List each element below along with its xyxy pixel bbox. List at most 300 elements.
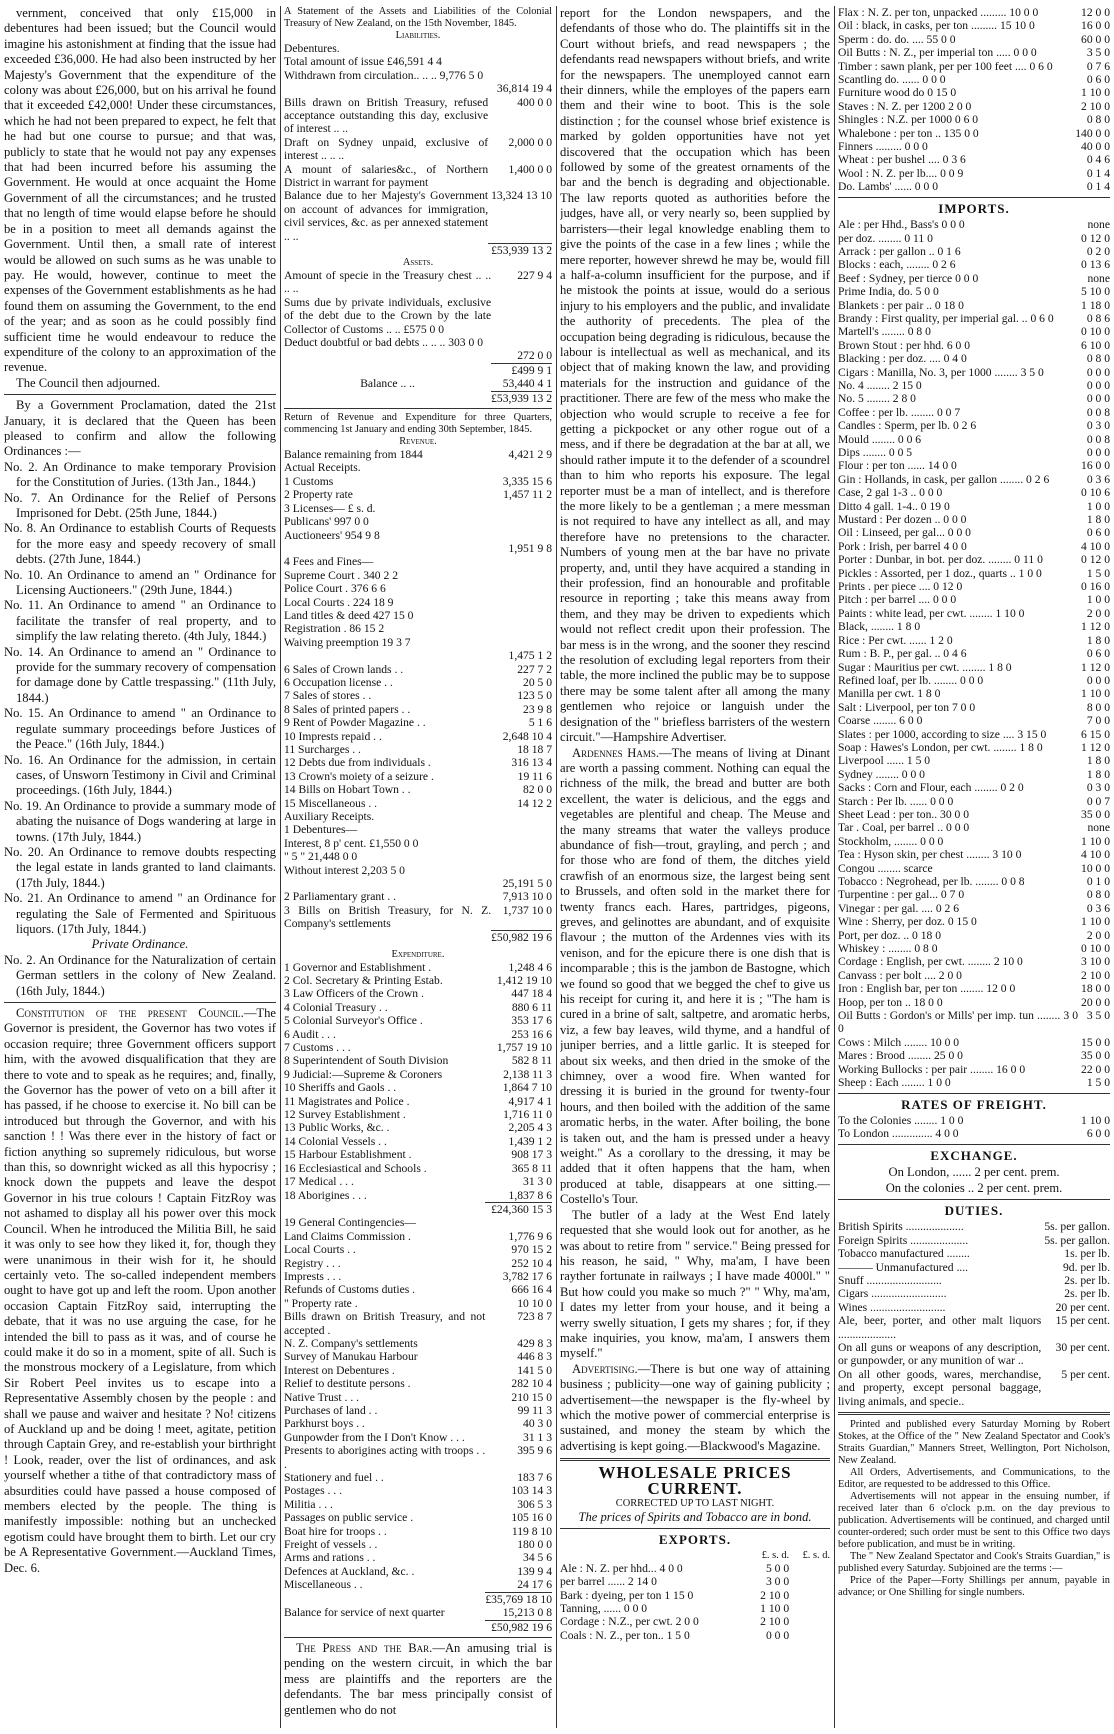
expenditure-row-label: 10 Sheriffs and Gaols . .	[284, 1081, 397, 1095]
private-ordinance: No. 2. An Ordinance for the Naturalization of certain German settlers in the colony of New Zealand. (16th July, 1844.)	[4, 952, 276, 998]
contingency-row-label: Bills drawn on British Treasury, and not accepted .	[284, 1310, 486, 1337]
revenue-row-value	[491, 609, 552, 622]
ordinance-item: No. 2. An Ordinance to make temporary Provision for the Constitution of Juries. (13th Jan., 1844.)	[4, 459, 276, 490]
liability-row-label: A mount of salaries&c., of Northern District in warrant for payment	[284, 162, 489, 190]
revenue-row-label: 2 Property rate	[284, 488, 353, 502]
contingency-row-label: 19 General Contingencies—	[284, 1216, 417, 1230]
private-ordinance-heading: Private Ordinance.	[91, 937, 189, 952]
export-row	[838, 140, 1110, 153]
revenue-row	[284, 555, 552, 568]
import-row-to: 0 12 0	[1081, 553, 1110, 567]
import-row	[838, 285, 1110, 298]
revenue-row-label: Land titles & deed 427 15 0	[284, 608, 414, 622]
imprint-line: The " New Zealand Spectator and Cook's Straits Guardian," is published every Saturday. Subjoined are the terms :—	[838, 1551, 1110, 1575]
divider	[284, 1637, 552, 1638]
revenue-row-value: 4,421 2 9	[508, 448, 552, 462]
import-row	[838, 701, 1110, 714]
liabilities-table	[284, 42, 552, 257]
expenditure-row-label: 2 Col. Secretary & Printing Estab.	[284, 974, 443, 987]
export-row-label: Oil Butts : N. Z., per imperial ton ..... 0 0 0	[838, 46, 1037, 60]
import-row-to: 22 0 0	[1081, 1062, 1110, 1076]
revenue-row-label: Registration . 86 15 2	[284, 622, 385, 636]
revenue-row-label: 10 Imprests repaid . .	[284, 729, 382, 743]
asset-row	[284, 269, 552, 296]
import-row-to: 4 10 0	[1081, 539, 1110, 553]
expenditure-row-value: 365 8 11	[511, 1161, 552, 1175]
export-row-label: Flax : N. Z. per ton, unpacked ......... 10 0 0	[838, 6, 1039, 19]
revenue-row	[284, 582, 552, 595]
expenditure-table	[284, 961, 552, 1634]
import-row	[838, 915, 1110, 928]
expenditure-row-label: 6 Audit . . .	[284, 1027, 336, 1041]
revenue-row-value	[491, 596, 552, 609]
import-row-label: Arrack : per gallon .. 0 1 6	[838, 244, 961, 258]
contingency-row-value: 24 17 6	[517, 1578, 552, 1592]
duty-row-value: 5s. per gallon.	[1044, 1220, 1110, 1234]
asset-row	[284, 296, 552, 336]
import-row-to: 6 10 0	[1081, 338, 1110, 352]
import-row-label: Whiskey : ........ 0 8 0	[838, 942, 938, 956]
assets-total: £53,939 13 2	[491, 391, 552, 405]
freight-row-to: 6 0 0	[1086, 1127, 1110, 1141]
contingency-row	[284, 1431, 552, 1444]
revenue-row-value: 18 18 7	[517, 743, 552, 756]
import-row	[838, 795, 1110, 808]
contingency-row	[284, 1297, 552, 1310]
expenditure-row-label: 8 Superintendent of South Division	[284, 1054, 449, 1068]
contingency-row	[284, 1337, 552, 1350]
contingency-row-label: Native Trust . . .	[284, 1390, 360, 1404]
liability-row-value: 1,400 0 0	[508, 162, 552, 176]
asset-row-value: 227 9 4	[517, 269, 552, 282]
duty-group-row-label: Ale, beer, porter, and other malt liquors ....................	[838, 1314, 1042, 1341]
expenditure-row-label: 1 Governor and Establishment .	[284, 960, 432, 974]
expenditure-row-value: 582 8 11	[511, 1054, 552, 1068]
export-row	[838, 127, 1110, 140]
freight-row	[838, 1114, 1110, 1127]
revenue-row-value: 1,737 10 0	[502, 903, 552, 917]
export-row	[838, 6, 1110, 19]
press-text: —An amusing trial is pending on the western circuit, in which the bar mess are plaintiffs and the reporters are the defendants. The bar mess principally consist of gentlemen who do not	[284, 1640, 552, 1717]
import-row	[838, 299, 1110, 312]
import-row-to: 6 15 0	[1081, 727, 1110, 741]
revenue-row-value	[491, 502, 552, 515]
revenue-row-label: Police Court . 376 6 6	[284, 582, 386, 596]
export-row-to: 5 0 0	[765, 1561, 790, 1575]
import-row	[838, 379, 1110, 392]
expenditure-row-value: 4,917 4 1	[508, 1094, 552, 1108]
contingency-row	[284, 1283, 552, 1296]
constitution-paragraph	[4, 1006, 276, 1576]
expenditure-row-value: 1,439 1 2	[508, 1134, 552, 1148]
import-row-to: 2 10 0	[1081, 968, 1110, 982]
import-row-label: Sheep : Each ........ 1 0 0	[838, 1076, 951, 1090]
import-row-label: Stockholm, ........ 0 0 0	[838, 834, 944, 848]
liability-row-label: Withdrawn from circulation.. .. .. 9,776 5 0	[284, 68, 484, 82]
contingency-row-label: Gunpowder from the I Don't Know . . .	[284, 1430, 465, 1444]
import-row-to: 1 10 0	[1081, 915, 1110, 929]
contingency-row-label: Local Courts . .	[284, 1243, 356, 1257]
export-row-label: Wheat : per bushel .... 0 3 6	[838, 153, 966, 167]
import-row	[838, 848, 1110, 861]
revenue-row-value: 1,457 11 2	[503, 488, 552, 502]
export-row-to: 140 0 0	[1075, 126, 1110, 140]
import-row-label: Dips ........ 0 0 5	[838, 446, 913, 459]
revenue-row	[284, 475, 552, 488]
export-row-label: Furniture wood do 0 15 0	[838, 86, 957, 100]
liability-row	[284, 82, 552, 95]
import-row	[838, 218, 1110, 231]
import-row-to: 1 18 0	[1081, 298, 1110, 312]
ordinance-item: No. 7. An Ordinance for the Relief of Persons Imprisoned for Debt. (25th June, 1844.)	[4, 490, 276, 520]
import-row-label: Black, ........ 1 8 0	[838, 620, 921, 634]
contingency-row	[284, 1511, 552, 1524]
import-row	[838, 1076, 1110, 1089]
import-row	[838, 312, 1110, 325]
revenue-row-value	[491, 823, 552, 836]
contingency-row	[284, 1350, 552, 1363]
revenue-row-value: 3,335 15 6	[502, 474, 552, 488]
import-row-label: Rum : B. P., per gal. .. 0 4 6	[838, 647, 967, 661]
duty-row-value: 2s. per lb.	[1064, 1287, 1110, 1301]
expenditure-row-value: 2,205 4 3	[508, 1121, 552, 1135]
import-row-to: 0 13 6	[1081, 258, 1110, 272]
import-row-to: 1 12 0	[1081, 620, 1110, 634]
import-row	[838, 1063, 1110, 1076]
contingency-row-value: 970 15 2	[511, 1243, 552, 1257]
revenue-row	[284, 770, 552, 783]
import-row	[838, 553, 1110, 566]
import-row	[838, 781, 1110, 794]
column-1	[4, 6, 276, 1732]
import-row-to: 1 5 0	[1086, 1076, 1110, 1090]
import-row	[838, 1049, 1110, 1062]
revenue-row	[284, 864, 552, 877]
revenue-row-label: Actual Receipts.	[284, 461, 361, 475]
expenditure-row-value: 1,412 19 10	[496, 974, 552, 987]
contingency-row	[284, 1444, 552, 1471]
export-row	[838, 73, 1110, 86]
expenditure-row-value: 31 3 0	[523, 1175, 552, 1189]
wholesale-note: The prices of Spirits and Tobacco are in bond.	[578, 1510, 812, 1524]
export-row	[560, 1629, 830, 1642]
export-row-to: 0 6 0	[1086, 73, 1110, 87]
contingency-row-label: Registry . . .	[284, 1256, 341, 1270]
export-row-label: Wool : N. Z. per lb.... 0 0 9	[838, 166, 964, 180]
liability-row-label: Balance due to her Majesty's Government on account of advances for immigration, civil services, &c. as per annexed statement .. ..	[284, 189, 489, 243]
revenue-row-value: 227 7 2	[517, 662, 552, 676]
revenue-row-value	[491, 555, 552, 568]
revenue-row	[284, 502, 552, 515]
import-row-label: Pitch : per barrel .... 0 0 0	[838, 593, 957, 607]
divider	[4, 1002, 276, 1003]
contingency-row	[284, 1216, 552, 1229]
revenue-row	[284, 703, 552, 716]
advertising-text: —There is but one way of attaining business ; publicity—one way of gaining publicity ; advertisement—the newspaper is the fly-wheel by which the motive power of commercial enterprise is sustained, and money the steam by which the advertising is kept going.—Blackwood's Magazine.	[560, 1361, 830, 1453]
advertising-paragraph	[560, 1362, 830, 1454]
contingency-row	[284, 1270, 552, 1283]
revenue-row-label: Auxiliary Receipts.	[284, 810, 375, 824]
revenue-row	[284, 676, 552, 689]
import-row-label: Blankets : per pair .. 0 18 0	[838, 298, 964, 312]
import-row	[838, 232, 1110, 245]
import-row	[838, 687, 1110, 700]
opening-paragraphs	[4, 6, 276, 391]
import-row	[838, 580, 1110, 593]
export-row-label: Staves : N. Z. per 1200 2 0 0	[838, 99, 972, 113]
import-row-label: Brandy : First quality, per imperial gal. .. 0 6 0	[838, 311, 1054, 325]
imprint-line: Price of the Paper—Forty Shillings per annum, payable in advance; or One Shilling for single numbers.	[838, 1575, 1110, 1599]
import-row	[838, 728, 1110, 741]
freight-row-to: 1 10 0	[1081, 1113, 1110, 1127]
duty-group-row-value: 15 per cent.	[1055, 1314, 1110, 1328]
import-row-to: 0 0 8	[1086, 432, 1110, 446]
contingency-row-value: 34 5 6	[523, 1551, 552, 1565]
import-row-to: 0 0 0	[1086, 392, 1110, 406]
expenditure-row	[284, 1041, 552, 1054]
export-row-to: 0 8 0	[1086, 113, 1110, 127]
liability-row-label: Bills drawn on British Treasury, refused acceptance outstanding this day, exclusive of interest .. ..	[284, 95, 489, 136]
import-row-to: 1 8 0	[1086, 633, 1110, 647]
revenue-row-label: 3 Licenses— £ s. d.	[284, 501, 376, 515]
import-row	[838, 446, 1110, 459]
duty-group-row-label: On all other goods, wares, merchandise, and property, except personal baggage, living animals, and specie..	[838, 1367, 1042, 1408]
import-row-to: 1 10 0	[1081, 834, 1110, 848]
expenditure-row-label: 16 Ecclesiastical and Schools .	[284, 1161, 427, 1175]
contingency-row-label: Passages on public service .	[284, 1511, 414, 1525]
expenditure-row-value: 253 16 6	[511, 1027, 552, 1041]
export-row	[838, 180, 1110, 193]
ordinance-item: No. 15. An Ordinance to amend " an Ordinance to regulate summary proceedings before Justices of the Peace." (16th July, 1844.)	[4, 706, 276, 752]
contingency-row-value: 666 16 4	[511, 1283, 552, 1297]
revenue-row-value: 14 12 2	[517, 796, 552, 810]
import-row	[838, 741, 1110, 754]
export-row-to: 1 10 0	[1081, 86, 1110, 100]
import-row-label: Cows : Milch ........ 10 0 0	[838, 1035, 960, 1049]
expenditure-row-label: 15 Harbour Establishment .	[284, 1148, 412, 1162]
revenue-row	[284, 515, 552, 528]
expenditure-row-label: 13 Public Works, &c. .	[284, 1121, 390, 1135]
revenue-row-label: Without interest 2,203 5 0	[284, 863, 405, 877]
contingency-row-value: 183 7 6	[517, 1471, 552, 1485]
contingency-row-label: Militia . . .	[284, 1497, 333, 1511]
import-row-to: 0 10 6	[1081, 486, 1110, 500]
constitution-heading: Constitution of the present Council.	[16, 1006, 244, 1020]
import-row-label: Brown Stout : per hhd. 6 0 0	[838, 338, 971, 352]
balance-value: 53,440 4 1	[502, 377, 552, 391]
freight-row	[838, 1127, 1110, 1140]
import-row	[838, 768, 1110, 781]
ordinance-list	[4, 460, 276, 938]
import-row-to: 0 0 0	[1086, 378, 1110, 392]
import-row	[838, 419, 1110, 432]
contingency-row-label: Presents to aborigines acting with troops . . .	[284, 1444, 486, 1471]
exchange-heading: EXCHANGE.	[930, 1147, 1018, 1163]
revenue-row	[284, 542, 552, 555]
revenue-row-label: 7 Sales of stores . .	[284, 689, 372, 703]
import-row-to: 1 0 0	[1086, 593, 1110, 607]
contingency-row-label: Interest on Debentures .	[284, 1363, 395, 1377]
revenue-row-value	[491, 636, 552, 649]
expenditure-row	[284, 1175, 552, 1188]
import-row-label: Congou ........ scarce	[838, 861, 933, 875]
imprint-line: Printed and published every Saturday Morning by Robert Stokes, at the Office of the " New Zealand Spectator and Cook's Straits Guardian," Manners Street, Wellington, Port Nicholson, New Zealand.	[838, 1419, 1110, 1467]
import-row-label: Case, 2 gal 1-3 .. 0 0 0	[838, 486, 943, 500]
export-row-to: 40 0 0	[1081, 140, 1110, 154]
contingency-row-label: Purchases of land . .	[284, 1404, 378, 1417]
liabilities-total: £53,939 13 2	[488, 243, 552, 257]
asset-row-label	[284, 349, 491, 363]
duties-heading: DUTIES.	[944, 1202, 1004, 1218]
import-row	[838, 459, 1110, 472]
revenue-row-value	[491, 810, 552, 823]
contingency-row-value: 395 9 6	[517, 1444, 552, 1458]
liability-row	[284, 69, 552, 82]
duty-row	[838, 1301, 1110, 1314]
contingency-row-label: Imprests . . .	[284, 1269, 342, 1283]
revenue-row	[284, 877, 552, 890]
import-row-label: Tobacco : Negrohead, per lb. ........ 0 0 8	[838, 875, 1025, 888]
revenue-row	[284, 636, 552, 649]
contingency-row	[284, 1498, 552, 1511]
contingency-row	[284, 1417, 552, 1430]
contingency-row-label: Relief to destitute persons .	[284, 1377, 411, 1391]
import-row-label: Refined loaf, per lb. ........ 0 0 0	[838, 673, 984, 687]
import-row-label: Manilla per cwt. 1 8 0	[838, 687, 941, 701]
import-row	[838, 808, 1110, 821]
paragraph: The Council then adjourned.	[16, 375, 161, 390]
export-row-label: Scantling do. ...... 0 0 0	[838, 73, 946, 87]
export-row	[838, 60, 1110, 73]
duty-row-label: Snuff ..........................	[838, 1273, 942, 1287]
export-row-label: Finners ......... 0 0 0	[838, 140, 928, 154]
revenue-row-value: 19 11 6	[517, 769, 552, 783]
divider	[838, 1144, 1110, 1145]
import-row-to: 0 8 0	[1086, 888, 1110, 902]
export-row-to: 0 4 6	[1086, 153, 1110, 167]
import-row	[838, 996, 1110, 1009]
import-row	[838, 339, 1110, 352]
column-4	[838, 6, 1110, 1732]
import-row	[838, 647, 1110, 660]
expenditure-row-label: 4 Colonial Treasury . .	[284, 1000, 388, 1014]
import-row-label: Starch : Per lb. ...... 0 0 0	[838, 794, 954, 808]
press-paragraph	[284, 1641, 552, 1718]
import-row-label: Wine : Sherry, per doz. 0 15 0	[838, 915, 977, 929]
asset-row	[284, 336, 552, 349]
contingency-row-value: 282 10 4	[511, 1377, 552, 1391]
expenditure-row	[284, 1148, 552, 1161]
import-row-label: Sheet Lead : per ton.. 30 0 0	[838, 807, 970, 821]
expenditure-row	[284, 961, 552, 974]
export-row-to: 2 10 0	[760, 1615, 790, 1629]
export-row-to: 3 5 0	[1086, 46, 1110, 60]
revenue-row-value	[491, 529, 552, 542]
assets-heading: Assets.	[402, 257, 434, 268]
import-row-to: 1 8 0	[1086, 513, 1110, 527]
duty-row-label: Foreign Spirits ....................	[838, 1233, 969, 1247]
import-row-label: Port, per doz. .. 0 18 0	[838, 928, 942, 942]
liability-row	[284, 189, 552, 243]
contingency-row-label: Stationery and fuel . .	[284, 1471, 384, 1485]
revenue-row-value	[491, 582, 552, 595]
import-row-label: No. 4 ........ 2 15 0	[838, 378, 922, 392]
import-row-to: 4 10 0	[1081, 848, 1110, 862]
duty-row-value: 5s. per gallon.	[1044, 1233, 1110, 1247]
revenue-row-value	[491, 850, 552, 863]
import-row	[838, 352, 1110, 365]
balance-label: Balance .. ..	[360, 377, 415, 391]
import-row-to: 0 0 7	[1086, 794, 1110, 808]
revenue-row-value: 2,648 10 4	[502, 729, 552, 743]
export-row	[560, 1562, 830, 1575]
asset-row-label: Amount of specie in the Treasury chest .. .. .. ..	[284, 269, 492, 296]
expenditure-row	[284, 974, 552, 987]
contingency-row-label: Parkhurst boys . .	[284, 1417, 365, 1431]
import-row-to: 1 8 0	[1086, 767, 1110, 781]
contingency-row-label: Refunds of Customs duties .	[284, 1283, 416, 1297]
return-title: Return of Revenue and Expenditure for three Quarters, commencing 1st January and ending 30th September, 1845.	[284, 412, 552, 436]
revenue-row	[284, 890, 552, 903]
import-row-label: Ale : per Hhd., Bass's 0 0 0	[838, 218, 965, 232]
duty-row-label: Tobacco manufactured ........	[838, 1247, 970, 1261]
import-row-label: No. 5 ........ 2 8 0	[838, 392, 916, 406]
import-row	[838, 540, 1110, 553]
price-head-to: £. s. d.	[802, 1549, 830, 1561]
contingency-row-label: " Property rate .	[284, 1296, 358, 1310]
import-row	[838, 969, 1110, 982]
expenditure-row	[284, 1014, 552, 1027]
import-row-to: 1 10 0	[1081, 687, 1110, 701]
column-3	[560, 6, 830, 1732]
freight-heading: RATES OF FREIGHT.	[901, 1096, 1047, 1112]
expenditure-row-value: 1,248 4 6	[508, 960, 552, 974]
duty-row	[838, 1274, 1110, 1287]
imports-table	[838, 218, 1110, 1089]
import-row-label: Paints : white lead, per cwt. ........ 1 10 0	[838, 606, 1025, 620]
expenditure-row-label: 9 Judicial:—Supreme & Coroners	[284, 1067, 443, 1081]
import-row	[838, 593, 1110, 606]
export-row-to: 2 10 0	[760, 1588, 790, 1602]
import-row	[838, 500, 1110, 513]
exchange-list	[838, 1165, 1110, 1196]
import-row	[838, 955, 1110, 968]
import-row-to: 0 6 0	[1086, 647, 1110, 661]
import-row-label: Coffee : per lb. ........ 0 0 7	[838, 405, 961, 419]
asset-row	[284, 349, 552, 363]
revenue-row-label: 14 Bills on Hobart Town . .	[284, 783, 411, 797]
contingency-row	[284, 1364, 552, 1377]
imports-heading: IMPORTS.	[938, 200, 1010, 216]
import-row	[838, 513, 1110, 526]
revenue-row-label: Local Courts . 224 18 9	[284, 595, 394, 609]
revenue-row	[284, 783, 552, 796]
revenue-row	[284, 823, 552, 836]
revenue-row-label: 15 Miscellaneous . .	[284, 796, 378, 810]
contingency-row-value: 306 5 3	[517, 1497, 552, 1511]
expenditure-row-value: 353 17 6	[511, 1014, 552, 1028]
expenditure-row-label: 14 Colonial Vessels . .	[284, 1134, 387, 1148]
import-row-to: 0 0 0	[1086, 365, 1110, 379]
revenue-row-label	[284, 877, 491, 890]
contingency-row-value: 103 14 3	[511, 1484, 552, 1498]
asset-row-value	[491, 296, 552, 336]
duties-table	[838, 1220, 1110, 1408]
asset-row-value: 272 0 0	[517, 349, 552, 363]
revenue-row-label: 12 Debts due from individuals .	[284, 756, 431, 770]
export-row-to: 0 1 4	[1086, 166, 1110, 180]
exports-table	[560, 1550, 830, 1642]
